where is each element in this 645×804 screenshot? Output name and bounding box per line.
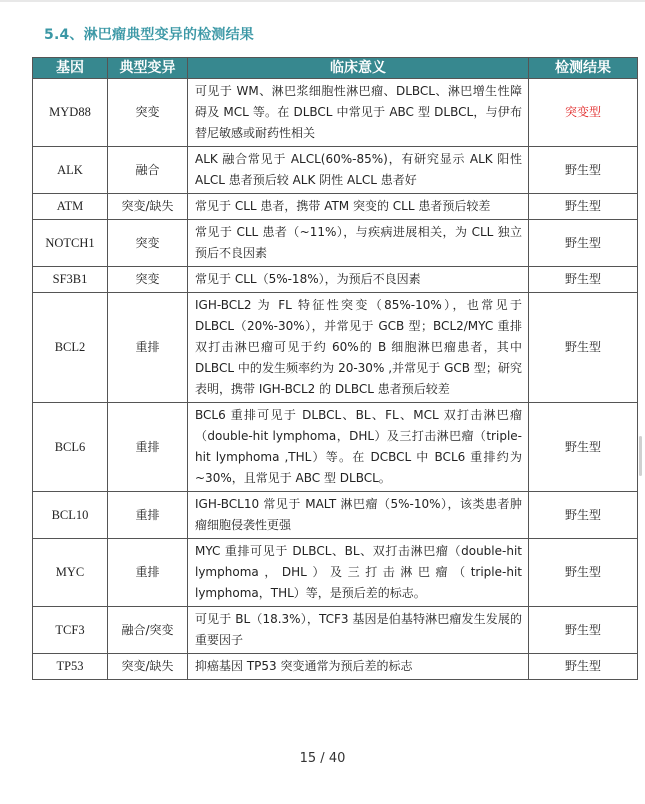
gene-cell: SF3B1 xyxy=(33,267,108,293)
scrollbar[interactable] xyxy=(639,436,642,476)
lymphoma-variant-table xyxy=(32,57,638,680)
result-cell: 野生型 xyxy=(529,403,638,492)
significance-cell: 可见于 WM、淋巴浆细胞性淋巴瘤、DLBCL、淋巴增生性障碍及 MCL 等。在 DLBCL 中常见于 ABC 型 DLBCL，与伊布替尼敏感或耐药性相关 xyxy=(188,79,529,147)
variant-cell: 突变 xyxy=(108,79,188,147)
gene-cell: MYD88 xyxy=(33,79,108,147)
gene-cell: ALK xyxy=(33,147,108,194)
table-row xyxy=(33,147,638,194)
significance-cell: 常见于 CLL 患者（~11%），与疾病进展相关，为 CLL 独立预后不良因素 xyxy=(188,220,529,267)
gene-cell: MYC xyxy=(33,539,108,607)
result-cell: 野生型 xyxy=(529,539,638,607)
header-result: 检测结果 xyxy=(529,58,638,79)
result-cell: 野生型 xyxy=(529,492,638,539)
gene-cell: ATM xyxy=(33,194,108,220)
header-variant: 典型变异 xyxy=(108,58,188,79)
page-separator: / xyxy=(316,751,329,766)
table-row xyxy=(33,403,638,492)
variant-cell: 突变/缺失 xyxy=(108,654,188,680)
page-current: 15 xyxy=(299,751,317,766)
table-row xyxy=(33,267,638,293)
result-cell: 野生型 xyxy=(529,147,638,194)
gene-cell: TCF3 xyxy=(33,607,108,654)
significance-cell: ALK 融合常见于 ALCL(60%-85%)，有研究显示 ALK 阳性 ALCL 患者预后较 ALK 阴性 ALCL 患者好 xyxy=(188,147,529,194)
variant-cell: 重排 xyxy=(108,492,188,539)
result-cell: 野生型 xyxy=(529,654,638,680)
section-title: 5.4、淋巴瘤典型变异的检测结果 xyxy=(44,27,254,43)
page-indicator xyxy=(0,751,645,766)
gene-cell: BCL10 xyxy=(33,492,108,539)
variant-cell: 重排 xyxy=(108,403,188,492)
gene-cell: NOTCH1 xyxy=(33,220,108,267)
table-row xyxy=(33,539,638,607)
result-cell: 野生型 xyxy=(529,194,638,220)
variant-cell: 突变/缺失 xyxy=(108,194,188,220)
significance-cell: 常见于 CLL（5%-18%），为预后不良因素 xyxy=(188,267,529,293)
gene-cell: BCL2 xyxy=(33,293,108,403)
table-row xyxy=(33,79,638,147)
significance-cell: 可见于 BL（18.3%），TCF3 基因是伯基特淋巴瘤发生发展的重要因子 xyxy=(188,607,529,654)
variant-cell: 融合 xyxy=(108,147,188,194)
result-cell: 野生型 xyxy=(529,267,638,293)
significance-cell: 常见于 CLL 患者，携带 ATM 突变的 CLL 患者预后较差 xyxy=(188,194,529,220)
table-row xyxy=(33,194,638,220)
table-row xyxy=(33,654,638,680)
table-row xyxy=(33,293,638,403)
significance-cell: IGH-BCL2 为 FL 特征性突变（85%-10%），也常见于 DLBCL（20%-30%），并常见于 GCB 型；BCL2/MYC 重排双打击淋巴瘤可见于约 60%的 B 细胞淋巴瘤患者，其中 DLBCL 中的发生频率约为 20-30% ,并常见于 GCB 型；研究表明，携带 IGH-BCL2 的 DLBCL 患者预后较差 xyxy=(188,293,529,403)
variant-cell: 重排 xyxy=(108,539,188,607)
result-cell: 野生型 xyxy=(529,607,638,654)
table-row xyxy=(33,220,638,267)
result-cell: 野生型 xyxy=(529,220,638,267)
variant-cell: 重排 xyxy=(108,293,188,403)
variant-cell: 融合/突变 xyxy=(108,607,188,654)
gene-cell: TP53 xyxy=(33,654,108,680)
result-cell: 突变型 xyxy=(529,79,638,147)
significance-cell: MYC 重排可见于 DLBCL、BL、双打击淋巴瘤（double-hit lymphoma，DHL）及三打击淋巴瘤（triple-hit lymphoma，THL）等，是预后差的标志。 xyxy=(188,539,529,607)
table-header-row xyxy=(33,58,638,79)
table-row xyxy=(33,607,638,654)
significance-cell: 抑癌基因 TP53 突变通常为预后差的标志 xyxy=(188,654,529,680)
table-row xyxy=(33,492,638,539)
gene-cell: BCL6 xyxy=(33,403,108,492)
header-significance: 临床意义 xyxy=(188,58,529,79)
variant-cell: 突变 xyxy=(108,267,188,293)
result-cell: 野生型 xyxy=(529,293,638,403)
variant-cell: 突变 xyxy=(108,220,188,267)
header-gene: 基因 xyxy=(33,58,108,79)
significance-cell: BCL6 重排可见于 DLBCL、BL、FL、MCL 双打击淋巴瘤（double-hit lymphoma，DHL）及三打击淋巴瘤（triple-hit lymphoma ,THL）等。在 DCBCL 中 BCL6 重排约为~30%，且常见于 ABC 型 DLBCL。 xyxy=(188,403,529,492)
page-total: 40 xyxy=(328,751,346,766)
significance-cell: IGH-BCL10 常见于 MALT 淋巴瘤（5%-10%），该类患者肿瘤细胞侵袭性更强 xyxy=(188,492,529,539)
top-divider xyxy=(0,0,645,2)
